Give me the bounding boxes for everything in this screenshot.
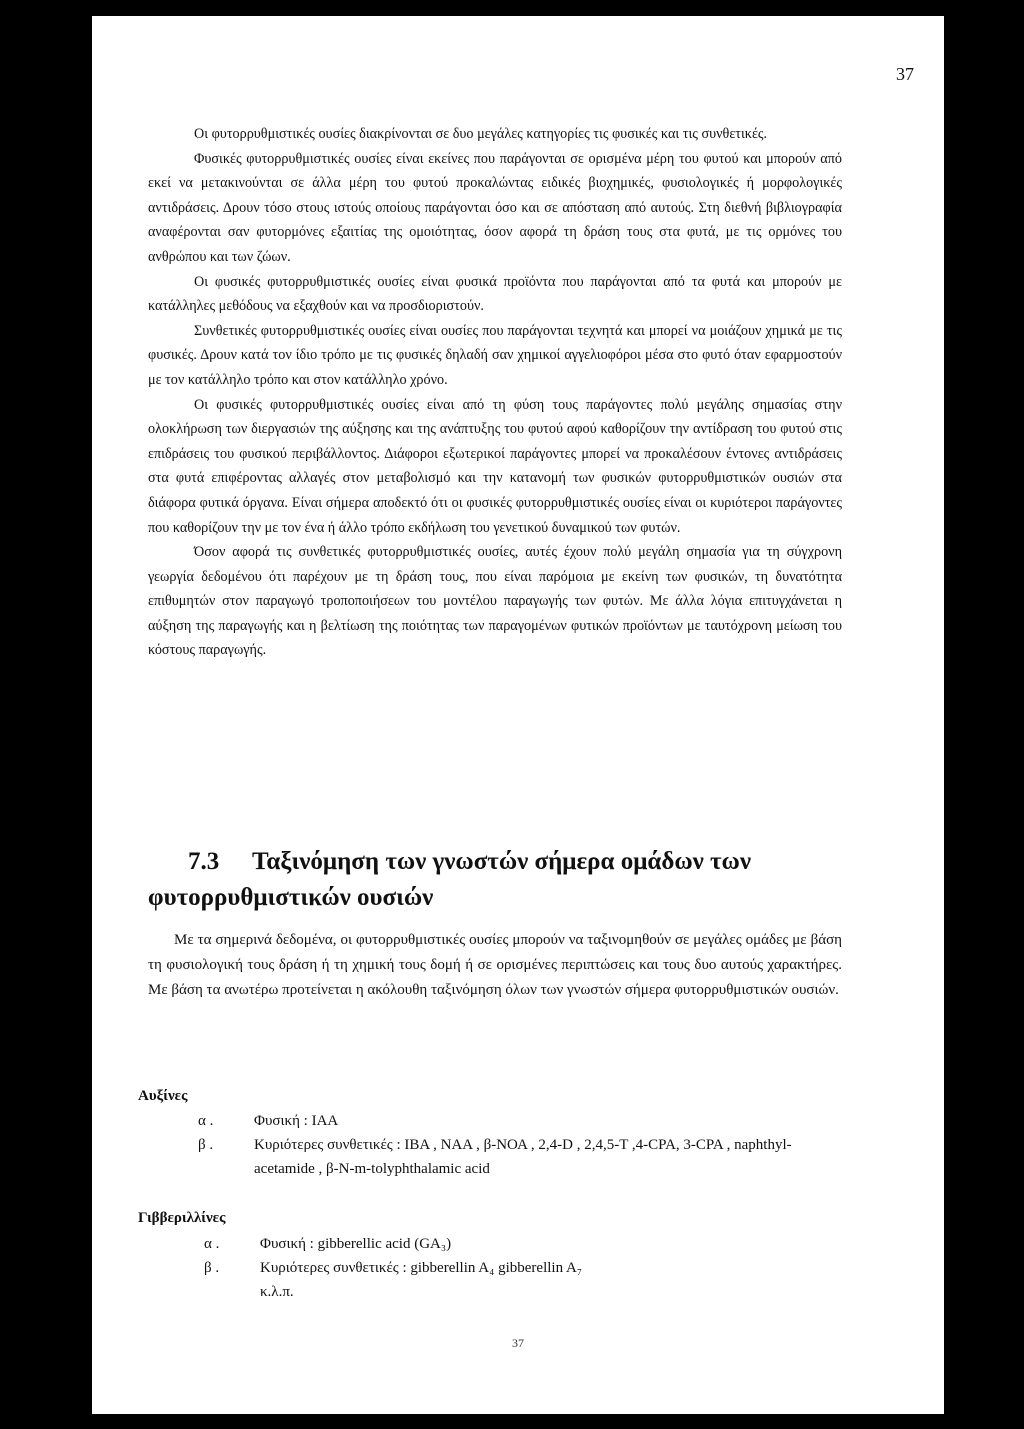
paragraph-natural-importance: Οι φυσικές φυτορρυθμιστικές ουσίες είναι από τη φύση τους παράγοντες πολύ μεγάλης σημασίας στην ολοκλήρωση των διεργασιών της αύξησης και της ανάπτυξης του φυτού αφού καθορίζουν την αντίδραση του φυτού στις επιδράσεις του φυσικού περιβάλλοντος. Διάφοροι εξωτερικοί παράγοντες μπορεί να προκαλέσουν έντονες αντιδράσεις στα φυτά επιφέροντας αλλαγές στον μεταβολισμό και την κατανομή των φυσικών φυτορρυθμιστικών ουσιών στα διάφορα φυτικά όργανα. Είναι σήμερα αποδεκτό ότι οι φυσικές φυτορρυθμιστικές ουσίες είναι οι κυριότεροι παράγοντες που καθορίζουν την με τον ένα ή άλλο τρόπο εκδήλωση του γενετικού δυναμικού των φυτών. — [148, 396, 842, 536]
body-text — [148, 122, 842, 663]
paragraph-categories: Οι φυτορρυθμιστικές ουσίες διακρίνονται σε δυο μεγάλες κατηγορίες τις φυσικές και τις συνθετικές. — [194, 126, 768, 142]
section-heading — [148, 844, 842, 916]
list-item — [198, 1133, 814, 1181]
group-list-gibberellins — [204, 1232, 820, 1304]
list-item — [204, 1256, 820, 1304]
list-item-text: Κυριότερες συνθετικές : gibberellin A₄ gibberellin A₇ κ.λ.π. — [260, 1260, 583, 1300]
list-marker: β . — [198, 1137, 214, 1153]
group-list-auxins — [198, 1109, 814, 1181]
list-item-text: Φυσική : gibberellic acid (GA₃) — [260, 1236, 452, 1252]
section-title: Ταξινόμηση των γνωστών σήμερα ομάδων των φυτορρυθμιστικών ουσιών — [148, 848, 751, 911]
paragraph-natural-products: Οι φυσικές φυτορρυθμιστικές ουσίες είναι φυσικά προϊόντα που παράγονται από τα φυτά και μπορούν με κατάλληλες μεθόδους να εξαχθούν και να προσδιοριστούν. — [148, 273, 842, 315]
list-marker: β . — [204, 1260, 220, 1276]
paragraph-synthetic-definition: Συνθετικές φυτορρυθμιστικές ουσίες είναι ουσίες που παράγονται τεχνητά και μπορεί να μοιάζουν χημικά με τις φυσικές. Δρουν κατά τον ίδιο τρόπο με τις φυσικές δηλαδή σαν χημικοί αγγελιοφόροι μέσα στο φυτό όταν εφαρμοστούν με τον κατάλληλο τρόπο και στον κατάλληλο χρόνο. — [148, 322, 842, 388]
page-number-bottom: 37 — [512, 1336, 524, 1350]
group-title-auxins: Αυξίνες — [138, 1088, 188, 1104]
paragraph-natural-definition: Φυσικές φυτορρυθμιστικές ουσίες είναι εκείνες που παράγονται σε ορισμένα μέρη του φυτού και μπορούν από εκεί να μετακινούνται σε άλλα μέρη του φυτού προκαλώντας ειδικές βιοχημικές, φυσιολογικές ή μορφολογικές αντιδράσεις. Δρουν τόσο στους ιστούς οποίους παράγονται όσο και σε απόσταση από αυτούς. Στη διεθνή βιβλιογραφία αναφέρονται σαν φυτορμόνες εξαιτίας της ομοιότητας, όσον αφορά τη δράση τους στα φυτά, με τις ορμόνες του ανθρώπου και των ζώων. — [148, 150, 842, 265]
list-item — [198, 1109, 814, 1133]
document-page — [92, 16, 944, 1414]
section-number: 7.3 — [188, 848, 220, 875]
list-item — [204, 1232, 820, 1256]
section-intro: Με τα σημερινά δεδομένα, οι φυτορρυθμιστικές ουσίες μπορούν να ταξινομηθούν σε μεγάλες ομάδες με βάση τη φυσιολογική τους δράση ή τη χημική τους δομή ή σε ορισμένες περιπτώσεις και τους δυο αυτούς χαρακτήρες. Με βάση τα ανωτέρω προτείνεται η ακόλουθη ταξινόμηση όλων των γνωστών σήμερα φυτορρυθμιστικών ουσιών. — [148, 932, 842, 998]
list-marker: α . — [198, 1113, 214, 1129]
group-title-gibberellins: Γιββεριλλίνες — [138, 1210, 226, 1226]
list-marker: α . — [204, 1236, 220, 1252]
page-number-top: 37 — [896, 64, 914, 84]
list-item-text: Φυσική : ΙΑΑ — [254, 1113, 339, 1129]
paragraph-synthetic-importance: Όσον αφορά τις συνθετικές φυτορρυθμιστικές ουσίες, αυτές έχουν πολύ μεγάλη σημασία για τη σύγχρονη γεωργία δεδομένου ότι παρέχουν με τη δράση τους, που είναι παρόμοια με εκείνη των φυσικών, τη δυνατότητα επιθυμητών στον παραγωγό τροποποιήσεων του μοντέλου παραγωγής των φυτών. Με άλλα λόγια επιτυγχάνεται η αύξηση της παραγωγής και η βελτίωση της ποιότητας των παραγομένων φυτικών προϊόντων με ταυτόχρονη μείωση του κόστους παραγωγής. — [148, 544, 842, 659]
list-item-text: Κυριότερες συνθετικές : ΙΒΑ , ΝΑΑ , β-ΝΟΑ , 2,4-D , 2,4,5-Τ ,4-CPA, 3-CPA , naphthyl-acetamide , β-N-m-tolyphthalamic acid — [254, 1137, 792, 1177]
